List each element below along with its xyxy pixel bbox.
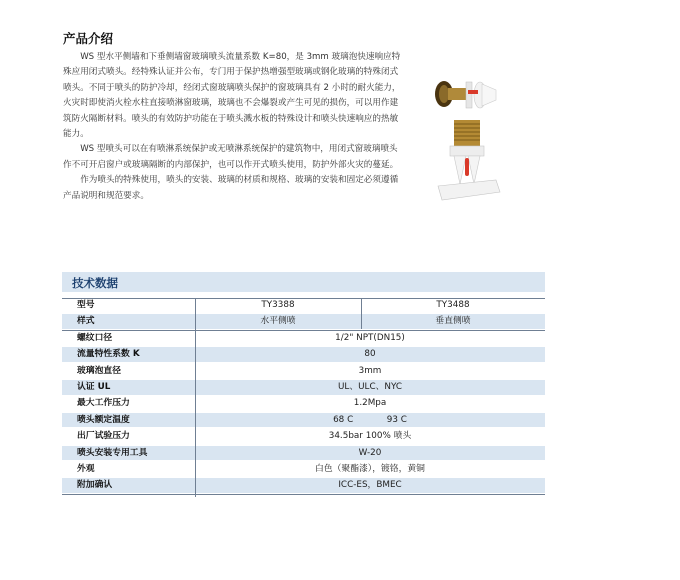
vertical-sprinkler-image (438, 120, 500, 200)
section-title: 产品介绍 (63, 31, 114, 46)
spec-label: 出厂试验压力 (77, 431, 130, 442)
spec-label: 玻璃泡直径 (77, 365, 121, 376)
spec-row-finish (62, 462, 545, 477)
spec-value: 白色（聚酯漆），镀铬，黄铜 (315, 464, 425, 474)
table-column-divider (361, 298, 362, 329)
spec-label: 螺纹口径 (77, 332, 113, 343)
spec-label: 外观 (77, 464, 95, 474)
spec-label: 样式 (77, 316, 95, 327)
spec-label: 喷头安装专用工具 (77, 447, 148, 458)
spec-value-right: TY3488 (436, 300, 470, 310)
spec-label: 流量特性系数 K (77, 349, 140, 360)
spec-label: 最大工作压力 (77, 398, 130, 409)
intro-paragraph: 作为喷头的特殊使用，喷头的安装、玻璃的材质和规格、玻璃的安装和固定必须遵循产品说明和规范要求。 (63, 175, 399, 201)
spec-row-thread (62, 331, 545, 346)
spec-value: 68 C 93 C (333, 414, 407, 425)
spec-value: 34.5bar 100% 喷头 (328, 431, 412, 442)
spec-row-pressure (62, 396, 545, 411)
spec-row-certification (62, 380, 545, 395)
tech-data-title: 技术数据 (72, 276, 118, 290)
spec-value: UL、ULC、NYC (337, 382, 403, 392)
spec-value: 3mm (358, 365, 382, 376)
spec-value: 1/2" NPT(DN15) (335, 332, 405, 343)
table-rule (62, 330, 545, 331)
spec-table (62, 298, 545, 497)
spec-label: 认证 UL (77, 382, 111, 392)
spec-value-left: 水平侧喷 (260, 316, 296, 327)
spec-label: 附加确认 (77, 480, 113, 491)
spec-label: 型号 (77, 300, 95, 310)
spec-row-k-factor (62, 347, 545, 362)
spec-value-left: TY3388 (261, 300, 295, 310)
spec-row-bulb (62, 364, 545, 379)
spec-value: 1.2Mpa (353, 398, 387, 409)
spec-row-style (62, 314, 545, 329)
spec-value: W-20 (358, 447, 382, 458)
spec-row-temperature (62, 413, 545, 428)
intro-text (63, 50, 401, 204)
spec-row-tool (62, 446, 545, 461)
table-column-divider (195, 298, 196, 497)
table-rule (62, 298, 545, 299)
sidewall-sprinkler-image (435, 81, 496, 108)
sprinkler-product-photo (410, 76, 510, 211)
spec-row-model (62, 298, 545, 313)
table-rule (62, 494, 545, 495)
spec-value: ICC-ES，BMEC (338, 480, 402, 491)
spec-label: 喷头额定温度 (77, 414, 130, 425)
intro-paragraph: WS 型喷头可以在有喷淋系统保护或无喷淋系统保护的建筑物中，用闭式窗玻璃喷头作不可开启窗户或玻璃隔断的内部保护，也可以作开式喷头使用，防护外部火灾的蔓延。 (63, 144, 399, 170)
spec-value: 80 (364, 349, 376, 360)
spec-row-test-pressure (62, 429, 545, 444)
tech-data-header (62, 272, 545, 292)
intro-paragraph: WS 型水平侧墙和下垂侧墙窗玻璃喷头流量系数 K=80，是 3mm 玻璃泡快速响应特殊应用闭式喷头。经特殊认证并公布，专门用于保护热增强型玻璃或钢化玻璃的特殊闭式喷头。不同于喷头的防护冷却，经闭式窗玻璃喷头保护的窗玻璃具有 2 小时的耐火能力，火灾时即使消火栓水柱直接喷淋窗玻璃，玻璃也不会爆裂或产生可见的损伤，可以用作建筑防火隔断材料。喷头的有效防护功能在于喷头溅水板的特殊设计和喷头快速响应的热敏能力。 (63, 52, 401, 140)
spec-row-approvals (62, 478, 545, 493)
spec-value-right: 垂直侧喷 (435, 316, 471, 327)
